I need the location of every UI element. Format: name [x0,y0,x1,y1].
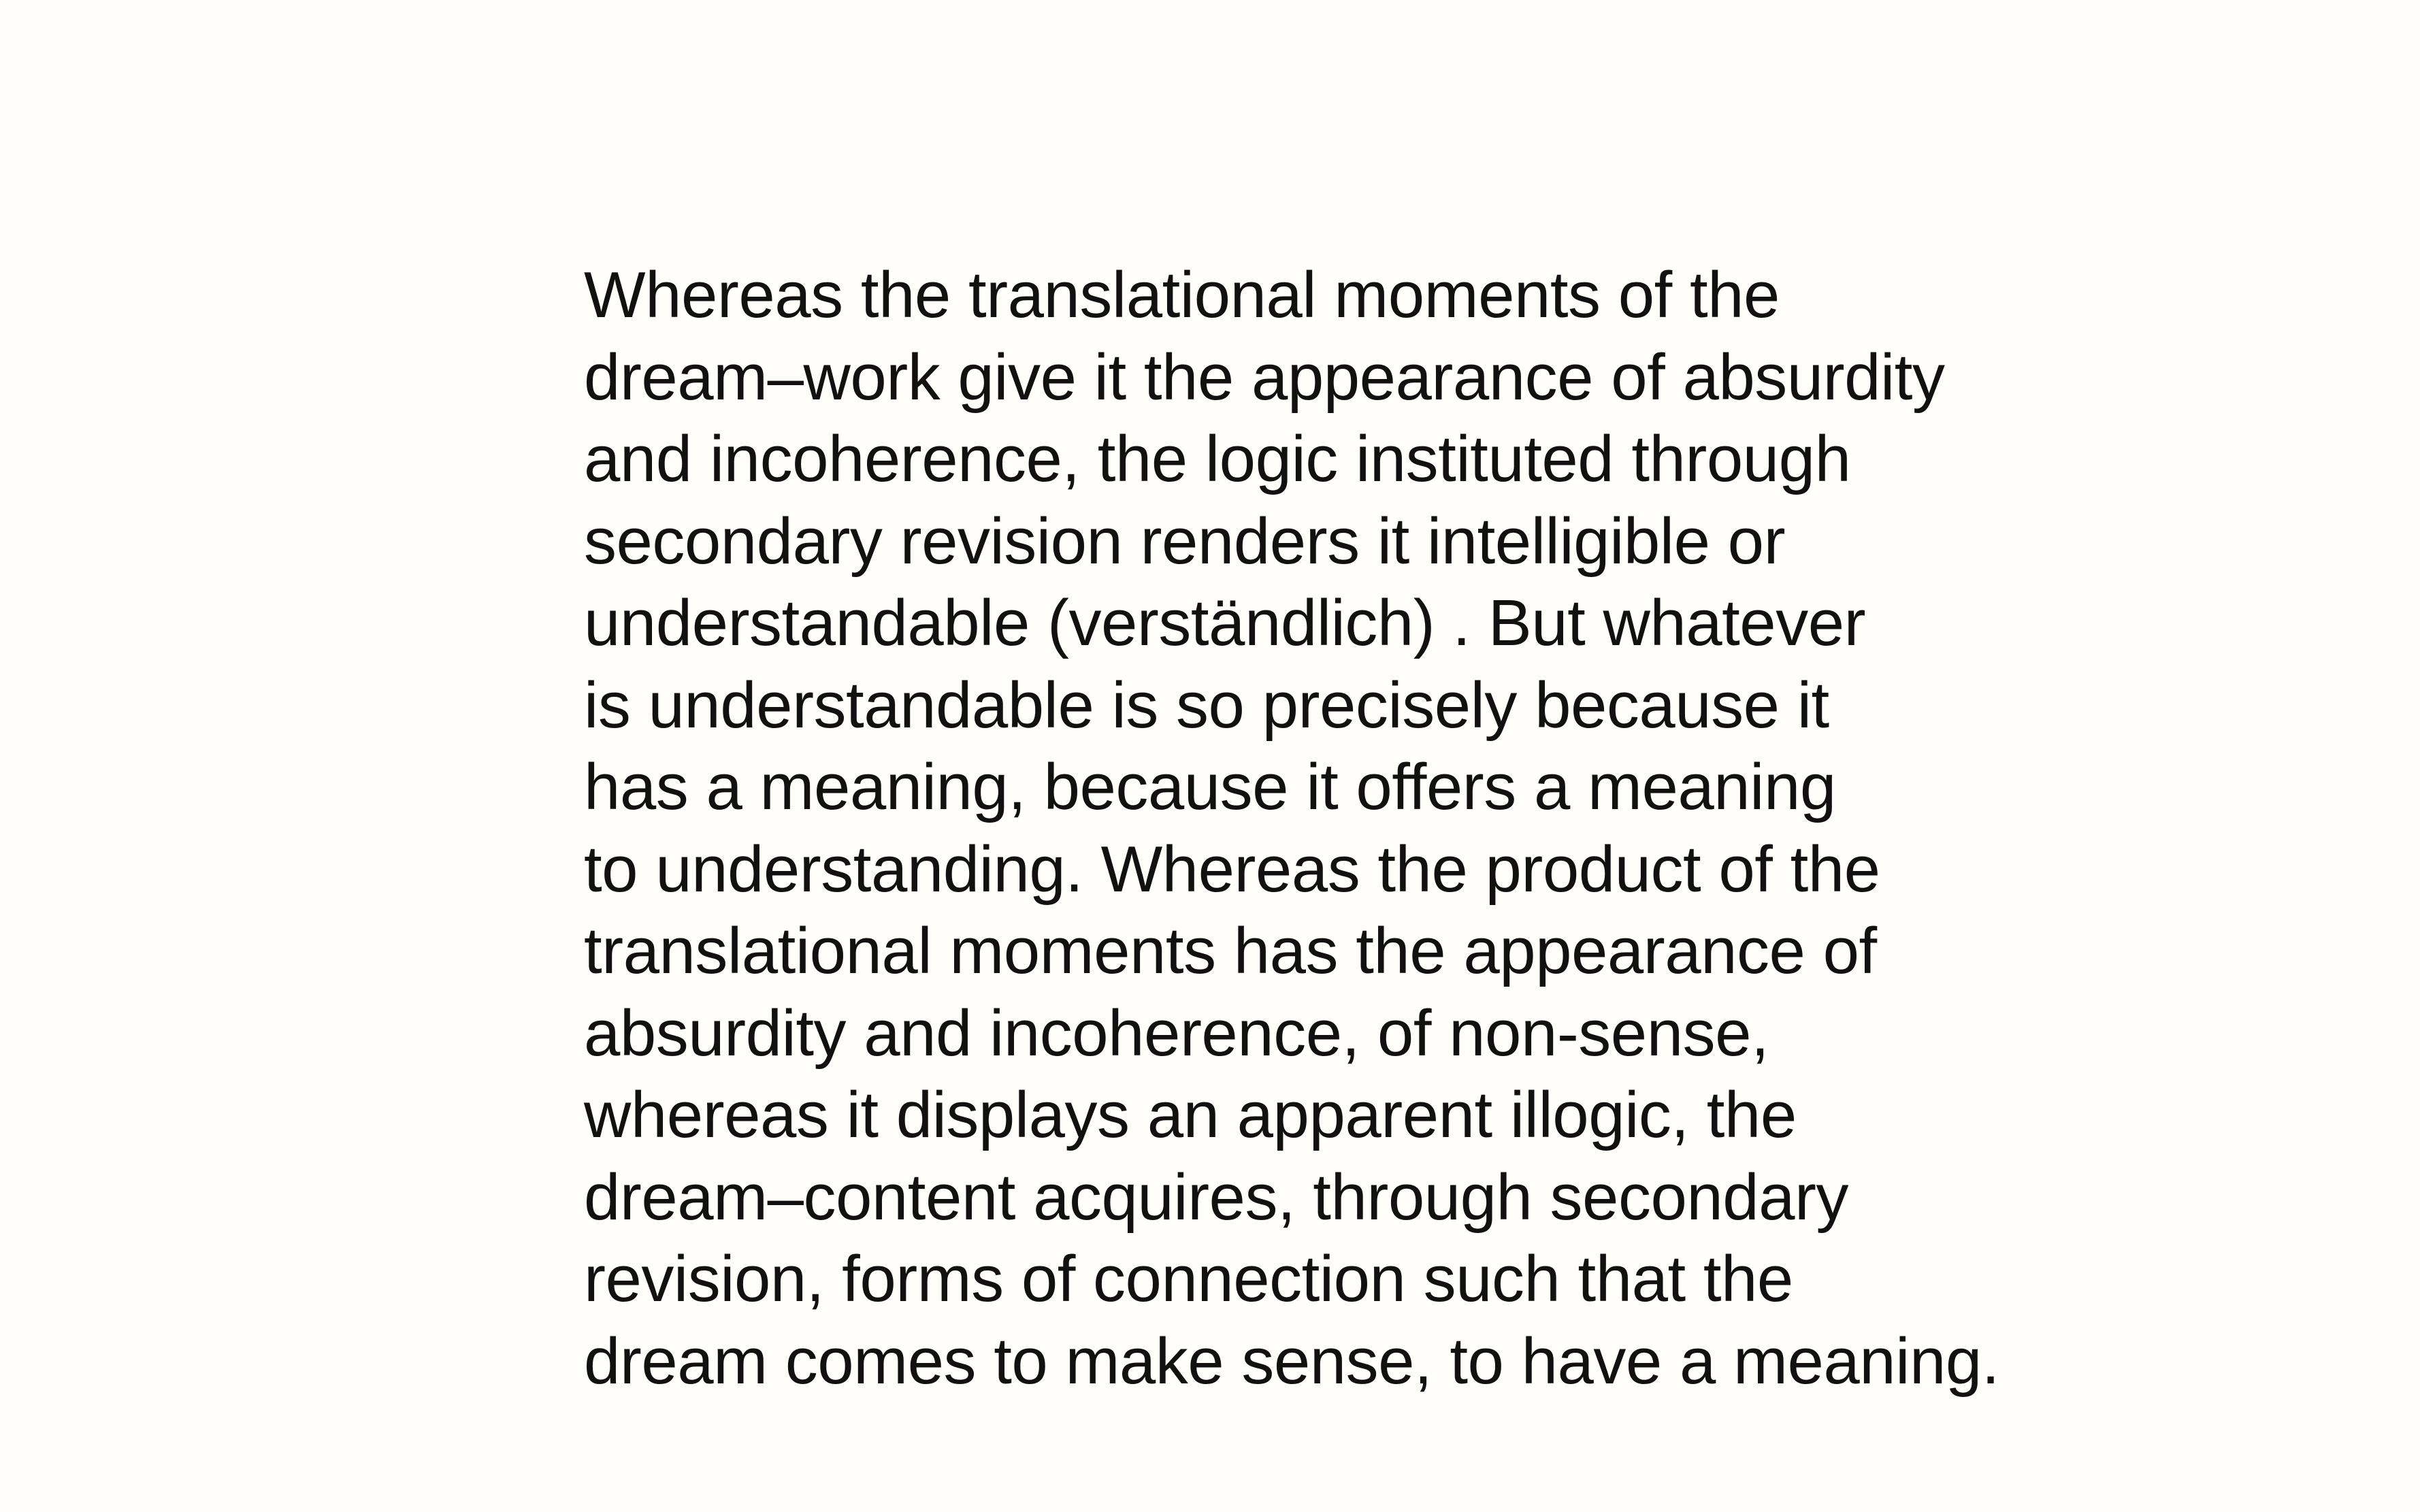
passage-line: Whereas the translational moments of the [584,259,1780,331]
passage-line: and incoherence, the logic instituted through [584,423,1851,495]
passage-line: has a meaning, because it offers a meaning [584,751,1836,823]
text-passage [584,254,2217,1402]
passage-line: translational moments has the appearance of [584,915,1877,987]
passage-line: dream comes to make sense, to have a meaning. [584,1324,1999,1398]
passage-line: to understanding. Whereas the product of the [584,832,1880,906]
passage-line: whereas it displays an apparent illogic, the [584,1079,1797,1151]
passage-line: secondary revision renders it intelligible or [584,504,1786,578]
passage-line: dream–work give it the appearance of absurdity [584,340,1945,414]
passage-line: dream–content acquires, through secondary [584,1160,1848,1234]
passage-line: is understandable is so precisely because it [584,668,1829,742]
passage-line: absurdity and incoherence, of non-sense, [584,996,1769,1070]
passage-line: understandable (verständlich) . But whatever [584,587,1866,659]
passage-line: revision, forms of connection such that the [584,1243,1793,1315]
